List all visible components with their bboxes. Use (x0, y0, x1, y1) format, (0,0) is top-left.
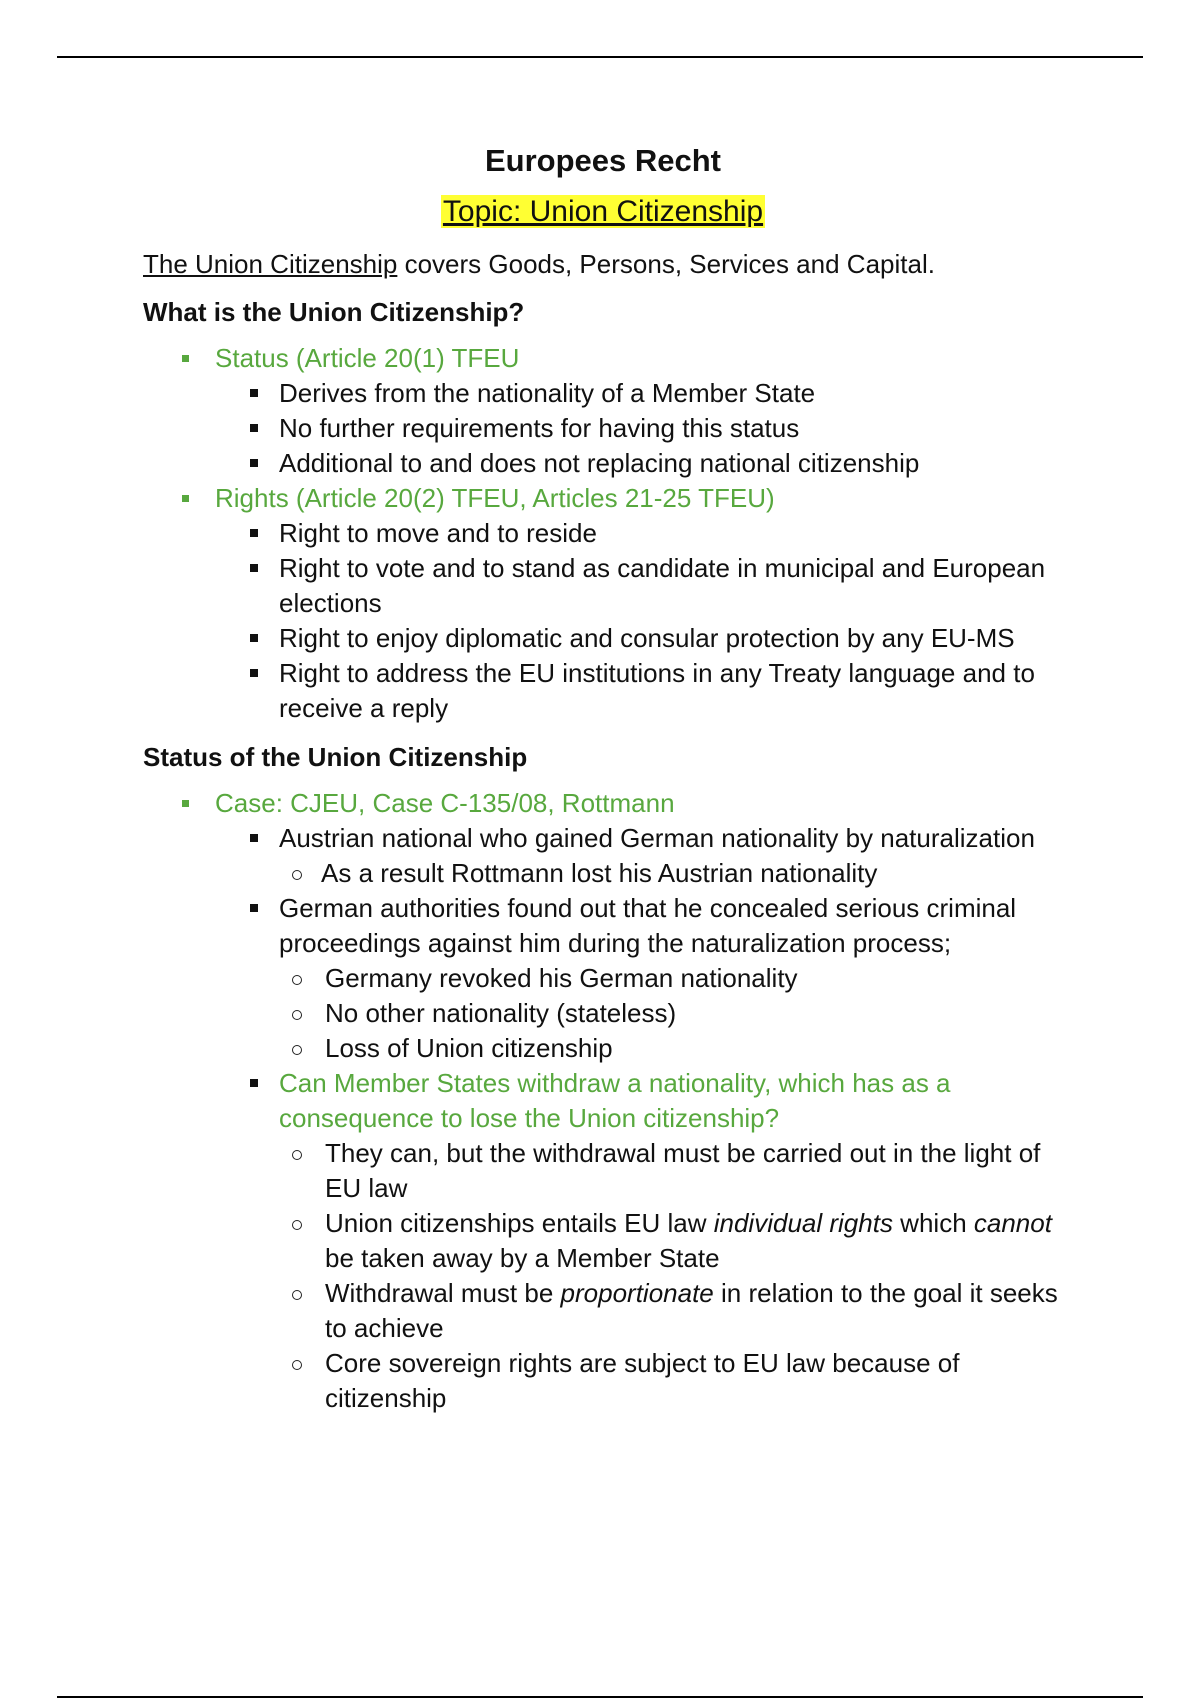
case-subpoint: Loss of Union citizenship (279, 1031, 1063, 1066)
status-label: Status (Article 20(1) TFEU (215, 343, 520, 373)
case-point-sublist (279, 961, 1063, 1066)
status-point: Derives from the nationality of a Member State (215, 376, 1063, 411)
document-page (143, 136, 1063, 1416)
rights-point: Right to vote and to stand as candidate in municipal and European elections (215, 551, 1063, 621)
section-heading-status: Status of the Union Citizenship (143, 742, 528, 772)
case-sublist (215, 821, 1063, 1416)
intro-rest: covers Goods, Persons, Services and Capital. (397, 249, 935, 279)
case-subpoint: No other nationality (stateless) (279, 996, 1063, 1031)
rights-item (143, 481, 1063, 726)
document-title: Europees Recht (484, 143, 721, 178)
topic-line (143, 190, 1063, 239)
section2-list (143, 786, 1063, 1416)
status-point: No further requirements for having this status (215, 411, 1063, 446)
topic-highlight: Topic: Union Citizenship (442, 195, 764, 228)
status-item (143, 341, 1063, 481)
rights-label: Rights (Article 20(2) TFEU, Articles 21-25 TFEU) (215, 483, 775, 513)
status-point: Additional to and does not replacing national citizenship (215, 446, 1063, 481)
case-subpoint: Germany revoked his German nationality (279, 961, 1063, 996)
case-label: Case: CJEU, Case C-135/08, Rottmann (215, 788, 675, 818)
answer-emphasis: cannot (973, 1208, 1052, 1238)
case-point-sublist (279, 856, 1063, 891)
intro-paragraph (143, 247, 1063, 281)
case-answer: They can, but the withdrawal must be carried out in the light of EU law (279, 1136, 1063, 1206)
case-answers (279, 1136, 1063, 1416)
status-sublist (215, 376, 1063, 481)
answer-text: Withdrawal must be (325, 1278, 561, 1308)
case-point-text: German authorities found out that he concealed serious criminal proceedings against him during the naturalization process; (279, 893, 1017, 958)
answer-text: Union citizenships entails EU law (325, 1208, 714, 1238)
rights-sublist (215, 516, 1063, 726)
case-answer: Core sovereign rights are subject to EU law because of citizenship (279, 1346, 1063, 1416)
section-heading-what-is: What is the Union Citizenship? (143, 297, 525, 327)
case-question-text: Can Member States withdraw a nationality, which has as a consequence to lose the Union citizenship? (279, 1068, 951, 1133)
case-answer (279, 1276, 1063, 1346)
case-point-revocation (215, 891, 1063, 1066)
case-item (143, 786, 1063, 1416)
case-answer (279, 1206, 1063, 1276)
answer-emphasis: individual rights (713, 1208, 893, 1238)
top-divider (57, 56, 1143, 58)
case-subpoint: As a result Rottmann lost his Austrian nationality (279, 856, 1063, 891)
case-question (215, 1066, 1063, 1416)
section1-list (143, 341, 1063, 726)
bottom-divider (57, 1696, 1143, 1698)
rights-point: Right to enjoy diplomatic and consular protection by any EU-MS (215, 621, 1063, 656)
rights-point: Right to address the EU institutions in any Treaty language and to receive a reply (215, 656, 1063, 726)
intro-underlined: The Union Citizenship (143, 249, 398, 279)
case-point-text: Austrian national who gained German nationality by naturalization (279, 823, 1035, 853)
case-point-naturalization (215, 821, 1063, 891)
answer-text: in relation to the goal it seeks to achieve (325, 1278, 1058, 1343)
answer-emphasis: proportionate (560, 1278, 714, 1308)
answer-text: be taken away by a Member State (325, 1243, 720, 1273)
rights-point: Right to move and to reside (215, 516, 1063, 551)
answer-text: which (892, 1208, 974, 1238)
